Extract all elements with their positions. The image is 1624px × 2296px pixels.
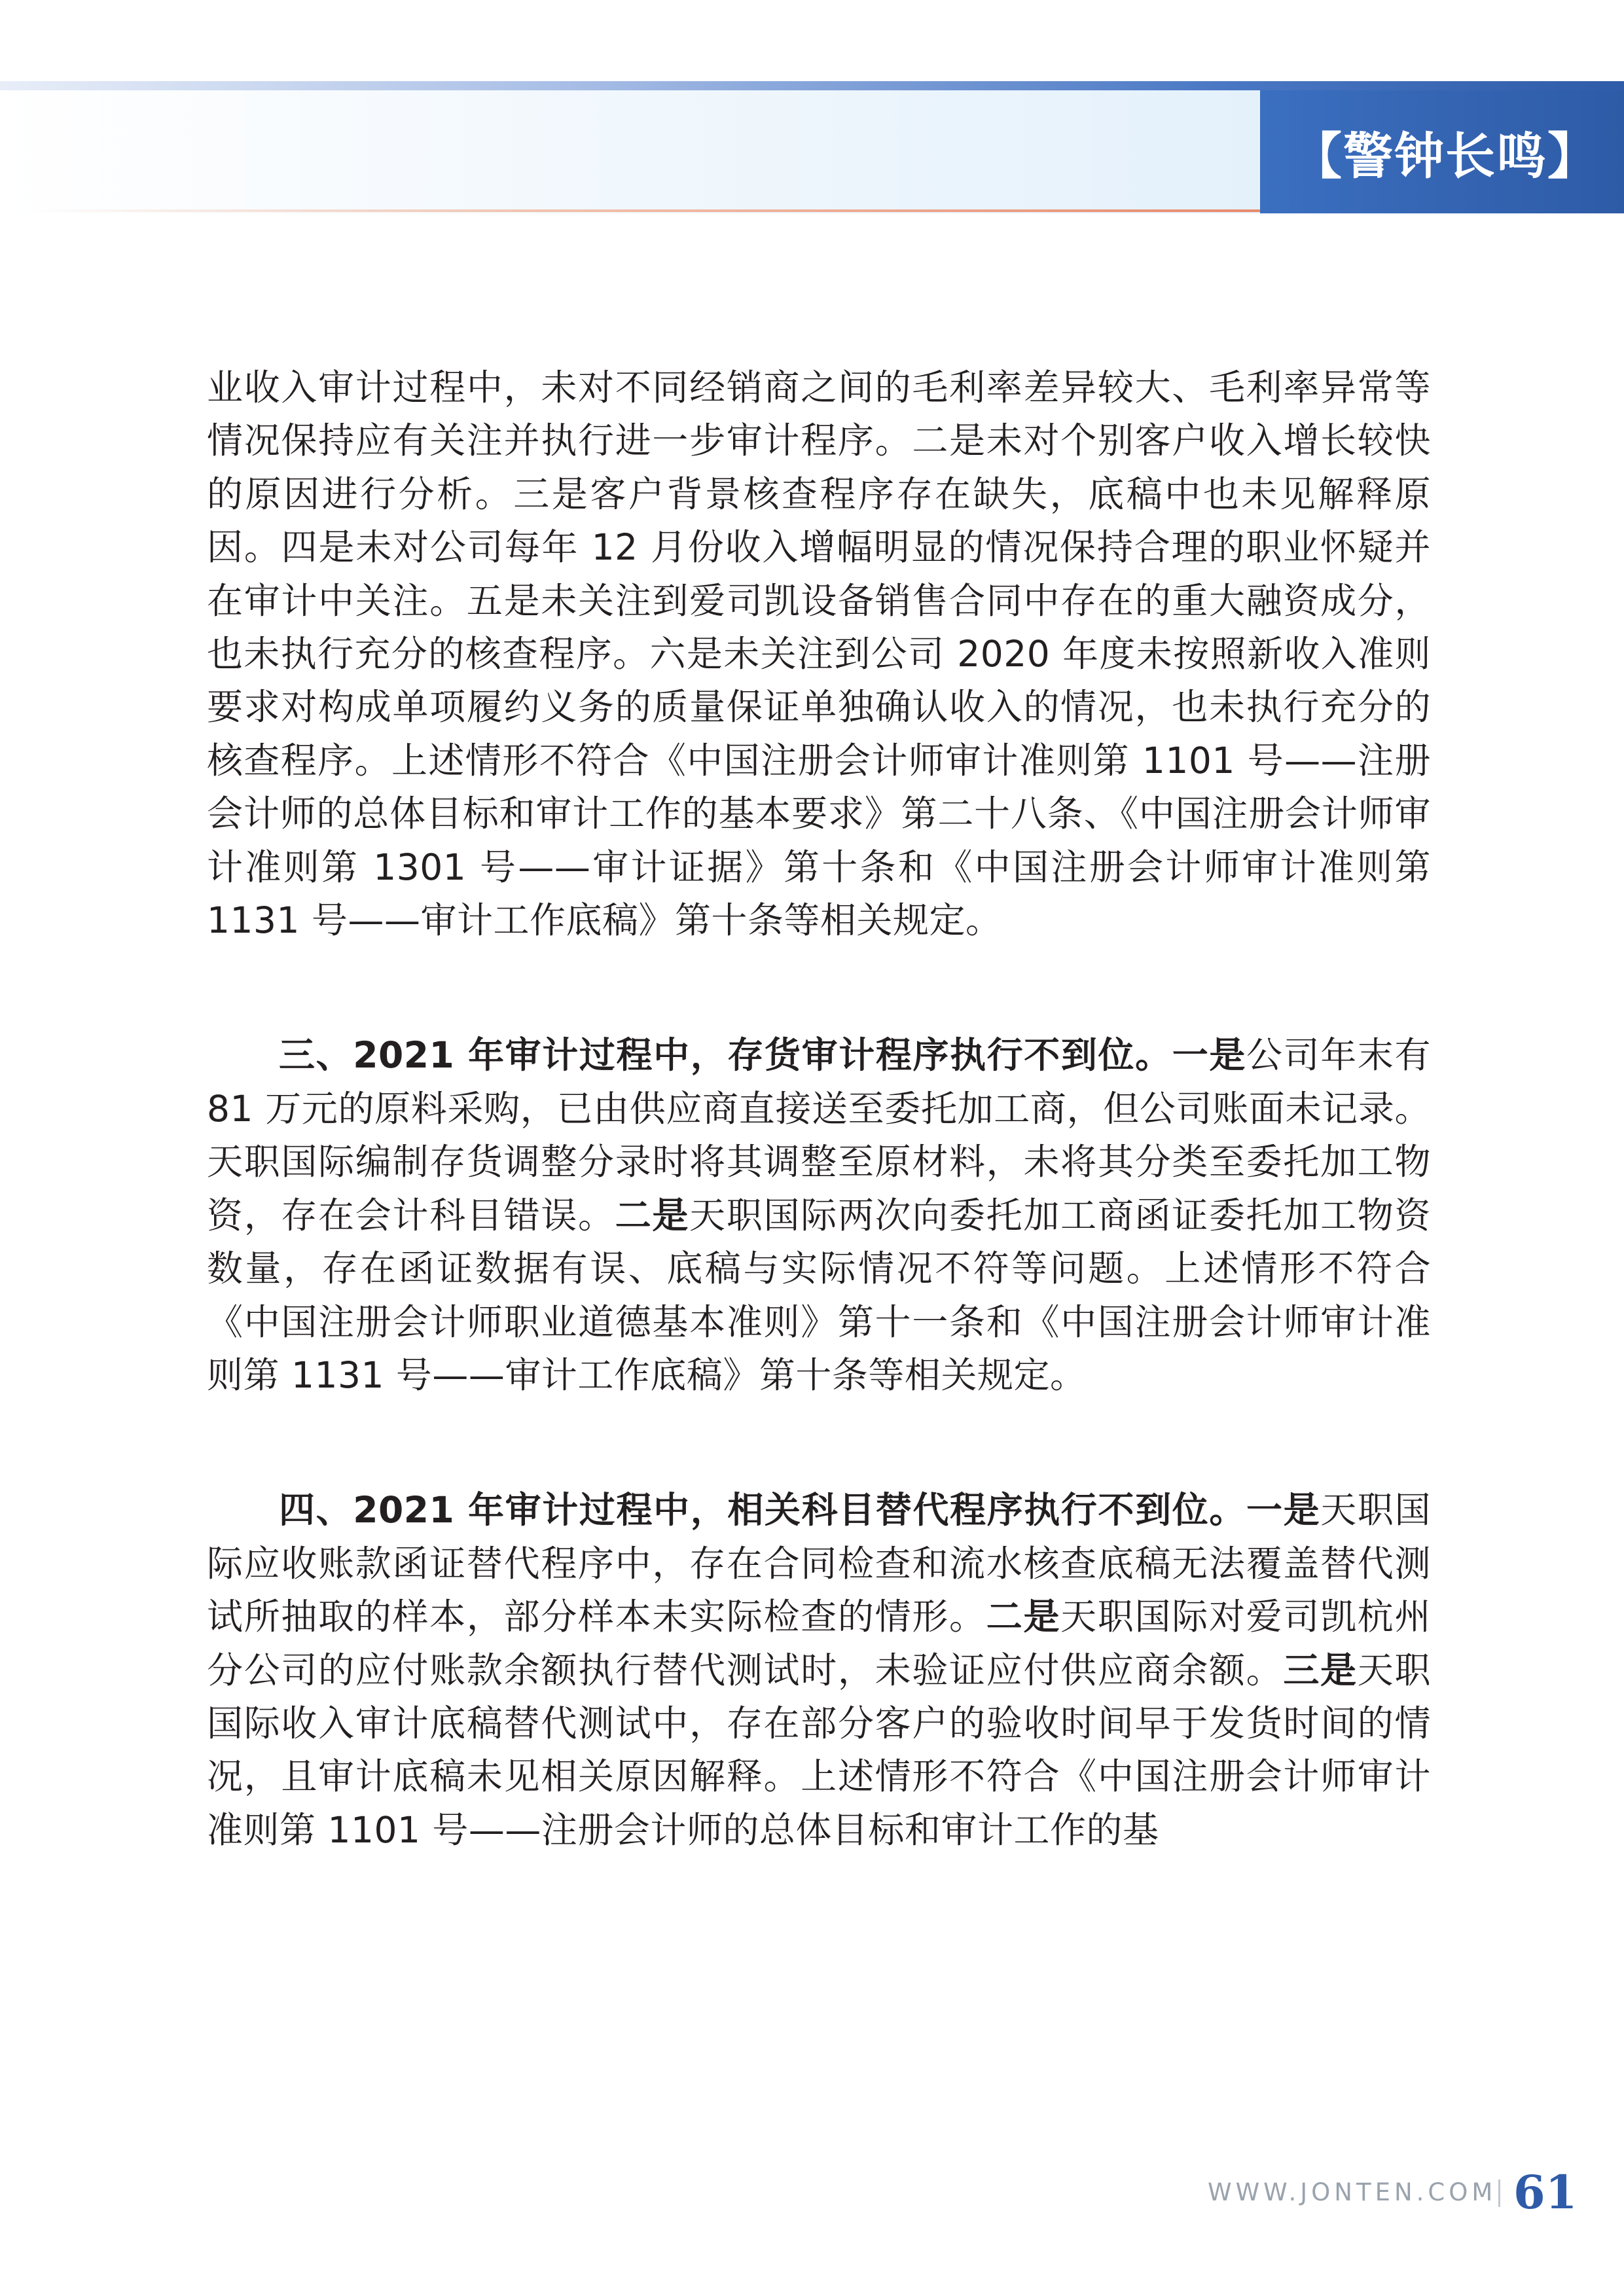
text-segment: 天职国际收入审计底稿替代测试中，存在部分客户的验收时间早于发货时间的情况，且审计底稿未见相关原因解释。上述情形不符合《中国注册会计师审计准则第 1101 号——注册会计师的总体目标和审计工作的基 [207, 1649, 1431, 1851]
text-segment: 天职国际应收账款函证替代程序中，存在合同检查和流水核查底稿无法覆盖替代测试所抽取的样本，部分样本未实际检查的情形。 [207, 1489, 1431, 1638]
bold-marker: 二是 [986, 1596, 1061, 1638]
header-underline [33, 209, 1260, 212]
bold-marker: 三是 [1283, 1649, 1358, 1691]
bold-marker: 一是 [1246, 1489, 1321, 1532]
footer-website-url: WWW.JONTEN.COM [1208, 2178, 1497, 2206]
paragraph-continued [207, 361, 1431, 947]
text-segment: 业收入审计过程中，未对不同经销商之间的毛利率差异较大、毛利率异常等情况保持应有关注并执行进一步审计程序。二是未对个别客户收入增长较快的原因进行分析。三是客户背景核查程序存在缺失，底稿中也未见解释原因。四是未对公司每年 12 月份收入增幅明显的情况保持合理的职业怀疑并在审计中关注。五是未关注到爱司凯设备销售合同中存在的重大融资成分，也未执行充分的核查程序。六是未关注到公司 2020 年度未按照新收入准则要求对构成单项履约义务的质量保证单独确认收入的情况，也未执行充分的核查程序。上述情形不符合《中国注册会计师审计准则第 1101 号——注册会计师的总体目标和审计工作的基本要求》第二十八条、《中国注册会计师审计准则第 1301 号——审计证据》第十条和《中国注册会计师审计准则第 1131 号——审计工作底稿》第十条等相关规定。 [207, 367, 1431, 942]
page-number: 61 [1513, 2165, 1578, 2219]
header-section-title: 【警钟长鸣】 [1292, 126, 1598, 185]
header-section-tab [1260, 90, 1624, 213]
header-top-stripe [0, 81, 1624, 90]
section-heading: 四、2021 年审计过程中，相关科目替代程序执行不到位。 [279, 1489, 1246, 1532]
paragraph-section-4 [207, 1484, 1431, 1857]
text-segment: 天职国际对爱司凯杭州分公司的应付账款余额执行替代测试时，未验证应付供应商余额。 [207, 1596, 1431, 1691]
bold-marker: 一是 [1172, 1034, 1247, 1077]
text-segment: 天职国际两次向委托加工商函证委托加工物资数量，存在函证数据有误、底稿与实际情况不符等问题。上述情形不符合《中国注册会计师职业道德基本准则》第十一条和《中国注册会计师审计准则第 1131 号——审计工作底稿》第十条等相关规定。 [207, 1194, 1431, 1396]
bold-marker: 二是 [615, 1194, 690, 1236]
paragraph-section-3 [207, 1029, 1431, 1402]
body-text [207, 361, 1431, 1857]
header-band [0, 90, 1260, 213]
section-heading: 三、2021 年审计过程中，存货审计程序执行不到位。 [279, 1034, 1172, 1077]
footer-divider [1498, 2179, 1500, 2207]
text-segment: 公司年末有 81 万元的原料采购，已由供应商直接送至委托加工商，但公司账面未记录。天职国际编制存货调整分录时将其调整至原材料，未将其分类至委托加工物资，存在会计科目错误。 [207, 1034, 1431, 1236]
